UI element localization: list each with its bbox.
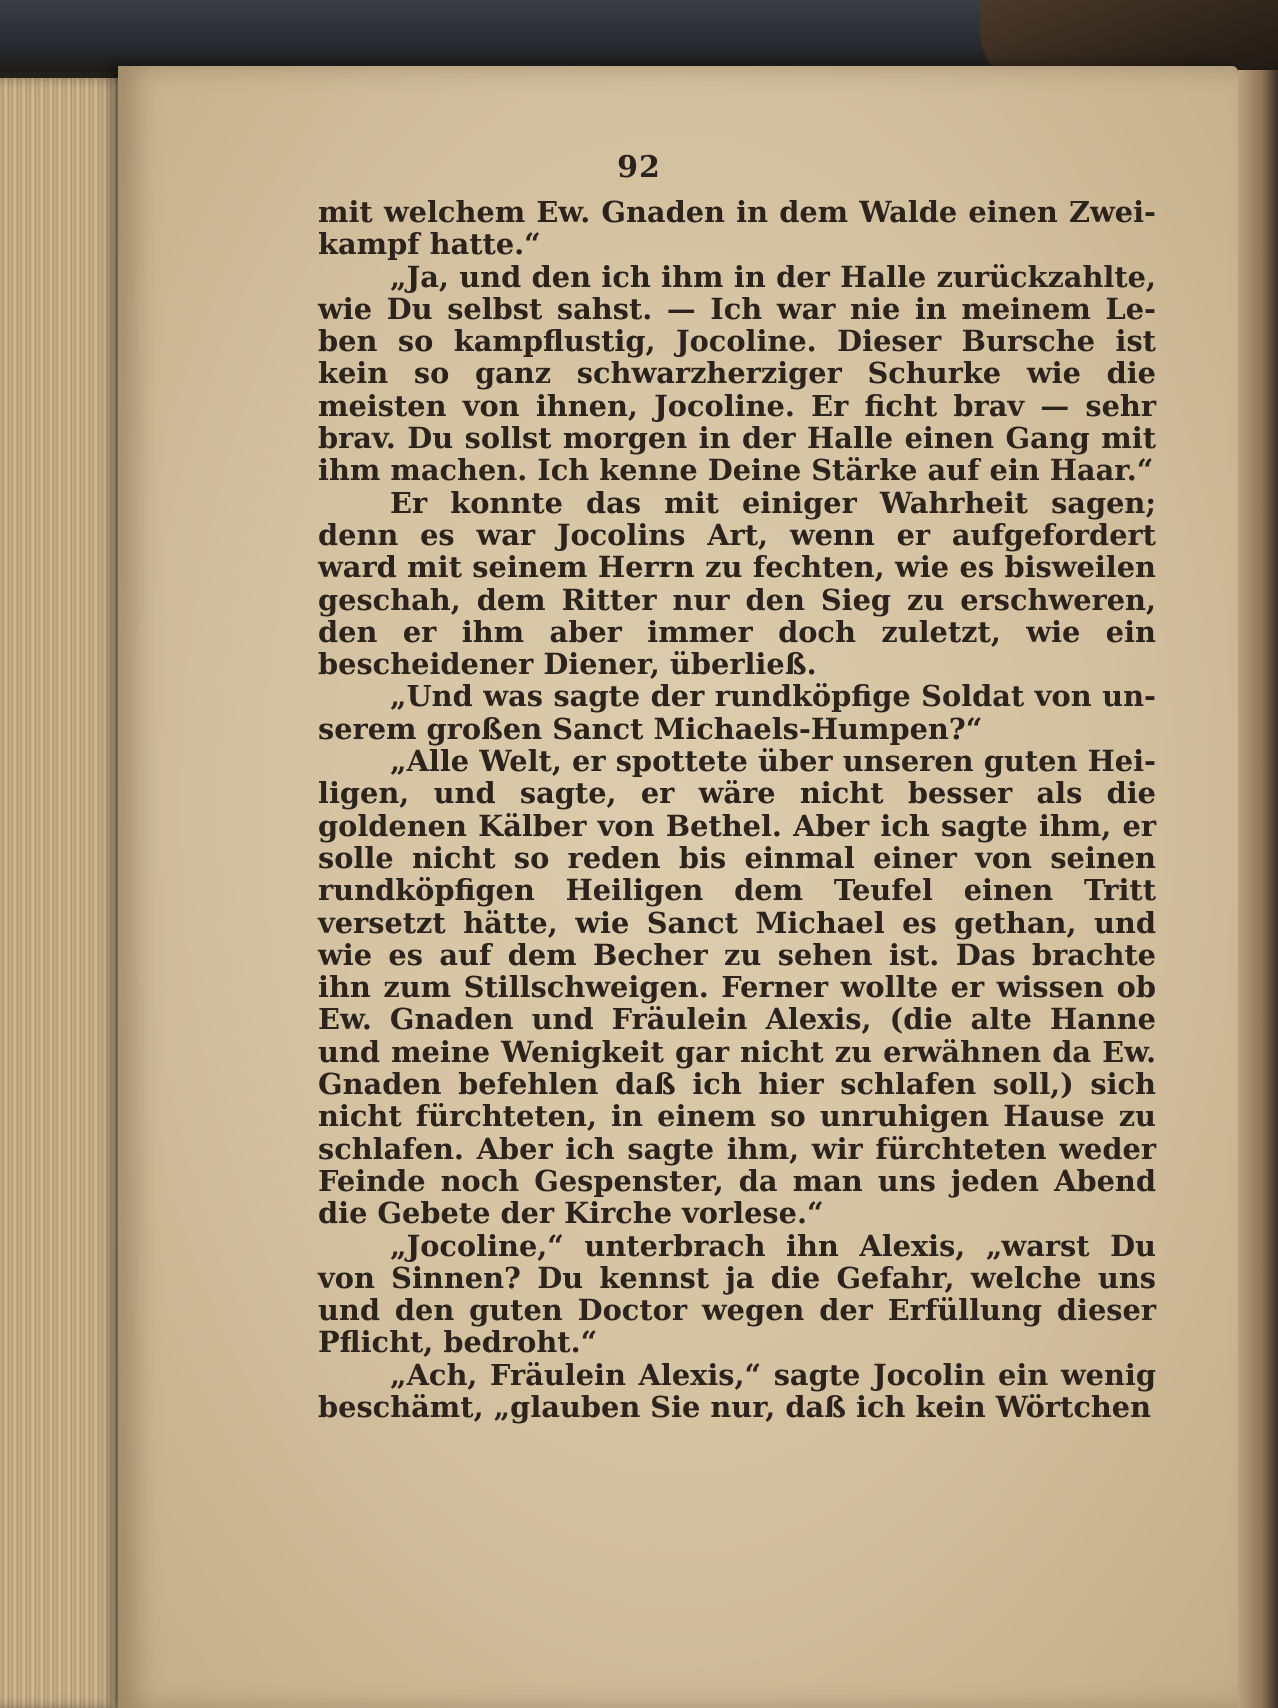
paragraph-2: „Ja, und den ich ihm in der Halle zurückzahlte, wie Du selbst sahst. — Ich war nie in meinem Leben so kampflustig, Jocoline. Dieser Bursche ist kein so ganz schwarzherziger Schurke wie die meisten von ihnen, Jocoline. Er ficht brav — sehr brav. Du sollst morgen in der Halle einen Gang mit ihm machen. Ich kenne Deine Stärke auf ein Haar.“	[318, 259, 1156, 488]
paragraph-4: „Und was sagte der rundköpfige Soldat von unserem großen Sanct Michaels-Humpen?“	[318, 679, 1156, 746]
paragraph-5: „Alle Welt, er spottete über unseren guten Heiligen, und sagte, er wäre nicht besser als die goldenen Kälber von Bethel. Aber ich sagte ihm, er solle nicht so reden bis einmal einer von seinen rundköpfigen Heiligen dem Teufel einen Tritt versetzt hätte, wie Sanct Michael es gethan, und wie es auf dem Becher zu sehen ist. Das brachte ihn zum Stillschweigen. Ferner wollte er wissen ob Ew. Gnaden und Fräulein Alexis, (die alte Hanne und meine Wenigkeit gar nicht zu erwähnen da Ew. Gnaden befehlen daß ich hier schlafen soll,) sich nicht fürchteten, in einem so unruhigen Hause zu schlafen. Aber ich sagte ihm, wir fürchteten weder Feinde noch Gespenster, da man uns jeden Abend die Gebete der Kirche vorlese.“	[318, 744, 1156, 1231]
paragraph-1: mit welchem Ew. Gnaden in dem Walde einen Zweikampf hatte.“	[318, 195, 1156, 262]
paragraph-6: „Jocoline,“ unterbrach ihn Alexis, „warst Du von Sinnen? Du kennst ja die Gefahr, welche uns und den guten Doctor wegen der Erfüllung dieser Pflicht, bedroht.“	[318, 1228, 1156, 1360]
page-number: 92	[617, 150, 661, 185]
paragraph-3: Er konnte das mit einiger Wahrheit sagen; denn es war Jocolins Art, wenn er aufgefordert ward mit seinem Herrn zu fechten, wie es bisweilen geschah, dem Ritter nur den Sieg zu erschweren, den er ihm aber immer doch zuletzt, wie ein bescheidener Diener, überließ.	[318, 485, 1156, 682]
right-page-edge	[1238, 70, 1278, 1708]
paragraph-7: „Ach, Fräulein Alexis,“ sagte Jocolin ein wenig beschämt, „glauben Sie nur, daß ich kein Wörtchen	[318, 1357, 1156, 1424]
left-page-stack	[0, 78, 130, 1708]
body-text	[318, 196, 1156, 1423]
